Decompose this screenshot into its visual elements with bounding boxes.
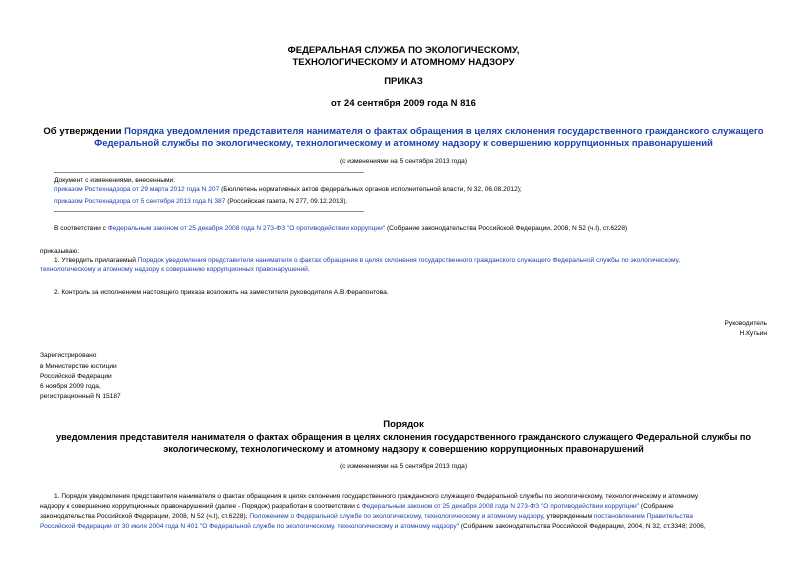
doc-type: ПРИКАЗ (384, 76, 423, 87)
point-1-end: . (307, 266, 310, 273)
body-p1-line3 (40, 512, 693, 521)
preamble-source: (Собрание законодательства Российской Федерации, 2008, N 52 (ч.I), ст.6228) (385, 225, 628, 232)
signature-name: Н.Кутьин (739, 330, 767, 337)
doc-date: от 24 сентября 2009 года N 816 (331, 98, 476, 109)
body-p1-text-a: надзору к совершению коррупционных правонарушений (далее - Порядок) разработан в соответствии с (40, 503, 362, 510)
preamble (54, 224, 627, 233)
preamble-law-link[interactable]: Федеральным законом от 25 декабря 2008 года N 273-ФЗ "О противодействии коррупции" (107, 225, 386, 232)
body-p1-decree-link[interactable]: постановлением Правительства (593, 513, 693, 520)
body-p1-text-d: , утвержденным (542, 513, 594, 520)
point-1-link[interactable]: Порядок уведомления представителя нанимателя о фактах обращения в целях склонения государственного гражданского служащего Федеральной службы по экологическому, (137, 257, 681, 264)
point-1-line1 (54, 256, 768, 265)
signature-position: Руководитель (724, 320, 767, 327)
body-p1-text-b: (Собрание (639, 503, 674, 510)
org-name-line2: ТЕХНОЛОГИЧЕСКОМУ И АТОМНОМУ НАДЗОРУ (292, 57, 515, 68)
doc-title-link[interactable]: Порядка уведомления представителя нанимателя о фактах обращения в целях склонения государственного гражданского служащего (124, 126, 764, 137)
doc-title-line1 (0, 126, 807, 138)
doc-title-line2 (0, 138, 807, 150)
doc-title-prefix: Об утверждении (43, 126, 125, 137)
body-p1-law-link[interactable]: Федеральным законом от 25 декабря 2008 года N 273-ФЗ "О противодействии коррупции" (361, 503, 640, 510)
body-p1-line4 (40, 522, 706, 531)
procedure-subtitle-line1: уведомления представителя нанимателя о фактах обращения в целях склонения государственного гражданского служащего Федеральной службы по (55, 432, 751, 442)
body-p1-line1: 1. Порядок уведомления представителя нанимателя о фактах обращения в целях склонения государственного гражданского служащего Федеральной службы по экологическому, технологическому и атомному (54, 493, 699, 500)
procedure-changes-note: (с изменениями на 5 сентября 2013 года) (339, 463, 468, 470)
point-1-link-cont[interactable]: технологическому и атомному надзору к совершению коррупционных правонарушений (40, 266, 308, 273)
divider-bottom (54, 211, 364, 212)
registration-line5: регистрационный N 15187 (40, 393, 121, 400)
body-p1-regulation-link[interactable]: Положением о Федеральной службе по экологическому, технологическому и атомному надзору (249, 513, 543, 520)
procedure-title: Порядок (383, 419, 424, 430)
body-p1-decree-link-cont[interactable]: Российской Федерации от 30 июля 2004 года N 401 "О Федеральной службе по экологическому, технологическому и атомному надзору" (40, 523, 459, 530)
amendments-intro: Документ с изменениями, внесенными: (54, 177, 176, 184)
org-name-line1: ФЕДЕРАЛЬНАЯ СЛУЖБА ПО ЭКОЛОГИЧЕСКОМУ, (287, 45, 520, 56)
registration-line1: Зарегистрировано (40, 352, 97, 359)
registration-line2: в Министерстве юстиции (40, 363, 117, 370)
amendment-item-1 (54, 185, 522, 194)
changes-note: (с изменениями на 5 сентября 2013 года) (339, 158, 468, 165)
registration-line4: 6 ноября 2009 года, (40, 383, 101, 390)
point-1-text: 1. Утвердить прилагаемый (54, 257, 138, 264)
amendment-link-2[interactable]: приказом Ростехнадзора от 5 сентября 2013 года N 387 (54, 198, 226, 205)
point-1-line2 (40, 265, 310, 274)
point-2: 2. Контроль за исполнением настоящего приказа возложить на заместителя руководителя А.В.Ферапонтова. (54, 289, 389, 296)
procedure-subtitle-line2: экологическому, технологическому и атомному надзору к совершению коррупционных правонарушений (163, 444, 644, 454)
body-p1-line2 (40, 502, 674, 511)
amendment-text-2: (Российская газета, N 277, 09.12.2013). (225, 198, 348, 205)
amendment-item-2 (54, 197, 347, 206)
registration-line3: Российской Федерации (40, 373, 112, 380)
amendment-link-1[interactable]: приказом Ростехнадзора от 29 марта 2012 года N 207 (54, 186, 220, 193)
divider-top (54, 172, 364, 173)
preamble-text: В соответствии с (54, 225, 108, 232)
order-word: приказываю: (40, 248, 80, 255)
amendment-text-1: (Бюллетень нормативных актов федеральных органов исполнительной власти, N 32, 06.08.2012); (219, 186, 522, 193)
body-p1-text-c: законодательства Российской Федерации, 2008, N 52 (ч.I), ст.6228), (40, 513, 250, 520)
doc-title-link-cont[interactable]: Федеральной службы по экологическому, технологическому и атомному надзору к совершению коррупционных правонарушений (94, 138, 713, 149)
body-p1-text-e: (Собрание законодательства Российской Федерации, 2004, N 32, ст.3348; 2006, (458, 523, 706, 530)
